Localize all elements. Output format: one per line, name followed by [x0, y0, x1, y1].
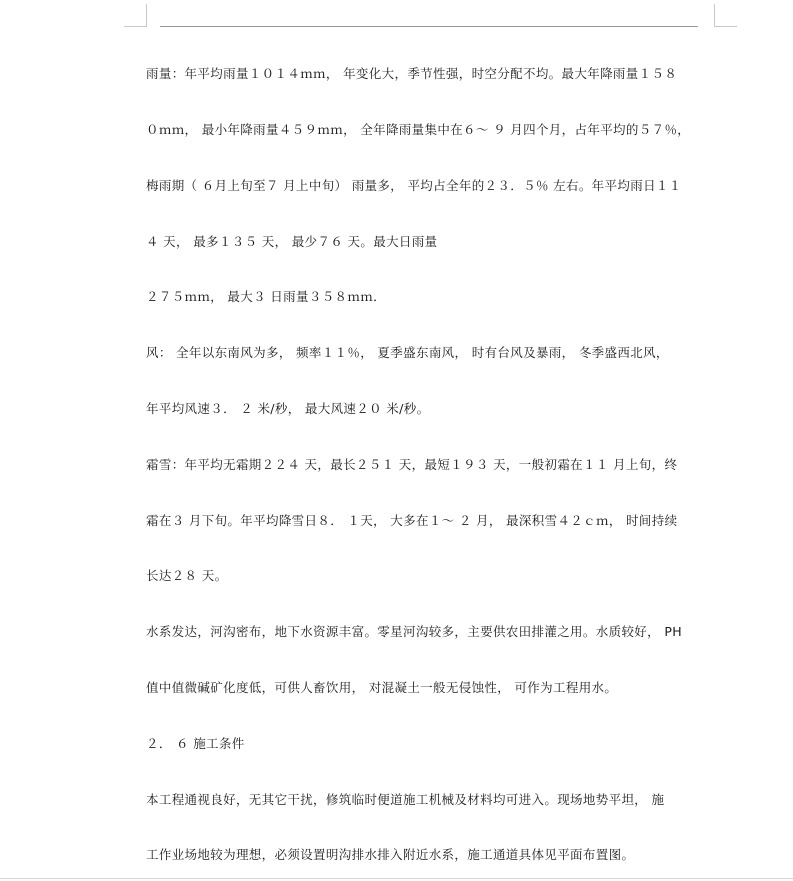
page-bottom-edge — [0, 878, 793, 879]
text-line: 霜雪：年平均无霜期２２４ 天，最长２５１ 天，最短１９３ 天，一般初霜在１１ 月上旬，终 — [146, 457, 678, 472]
text-line: 梅雨期（ ６月上旬至７ 月上中旬） 雨量多， 平均占全年的２３．５％ 左右。年平均雨日１１ — [146, 178, 682, 193]
text-line: 值中值微碱矿化度低，可供人畜饮用， 对混凝土一般无侵蚀性， 可作为工程用水。 — [146, 680, 618, 695]
text-line: 工作业场地较为理想，必须设置明沟排水排入附近水系，施工通道具体见平面布置图。 — [146, 847, 635, 862]
top-right-crop-mark — [714, 4, 737, 27]
top-left-crop-mark — [124, 4, 147, 27]
header-rule — [160, 26, 698, 27]
section-heading: ２． ６ 施工条件 — [146, 736, 245, 751]
text-line: 水系发达，河沟密布，地下水资源丰富。零星河沟较多，主要供农田排灌之用。水质较好， PH — [146, 624, 682, 639]
text-line: 雨量：年平均雨量１０１４ｍｍ， 年变化大，季节性强，时空分配不均。最大年降雨量１５８ — [146, 66, 678, 81]
text-line: ４ 天， 最多１３５ 天， 最少７６ 天。最大日雨量 — [146, 234, 438, 249]
text-line: 风： 全年以东南风为多， 频率１１％， 夏季盛东南风， 时有台风及暴雨， 冬季盛西北风， — [146, 345, 669, 360]
text-line: ０ｍｍ， 最小年降雨量４５９ｍｍ， 全年降雨量集中在６～ ９ 月四个月，占年平均的５７％， — [146, 122, 691, 137]
text-line: 长达２８ 天。 — [146, 568, 228, 583]
text-line: 年平均风速３． ２ 米/秒， 最大风速２０ 米/秒。 — [146, 401, 430, 416]
text-line: 霜在３ 月下旬。年平均降雪日８． １天， 大多在１～ ２ 月， 最深积雪４２ｃｍ， 时间持续 — [146, 513, 678, 528]
text-line: 本工程通视良好，无其它干扰，修筑临时便道施工机械及材料均可进入。现场地势平坦， 施 — [146, 792, 665, 807]
text-line: ２７５ｍｍ， 最大３ 日雨量３５８ｍｍ． — [146, 289, 386, 304]
